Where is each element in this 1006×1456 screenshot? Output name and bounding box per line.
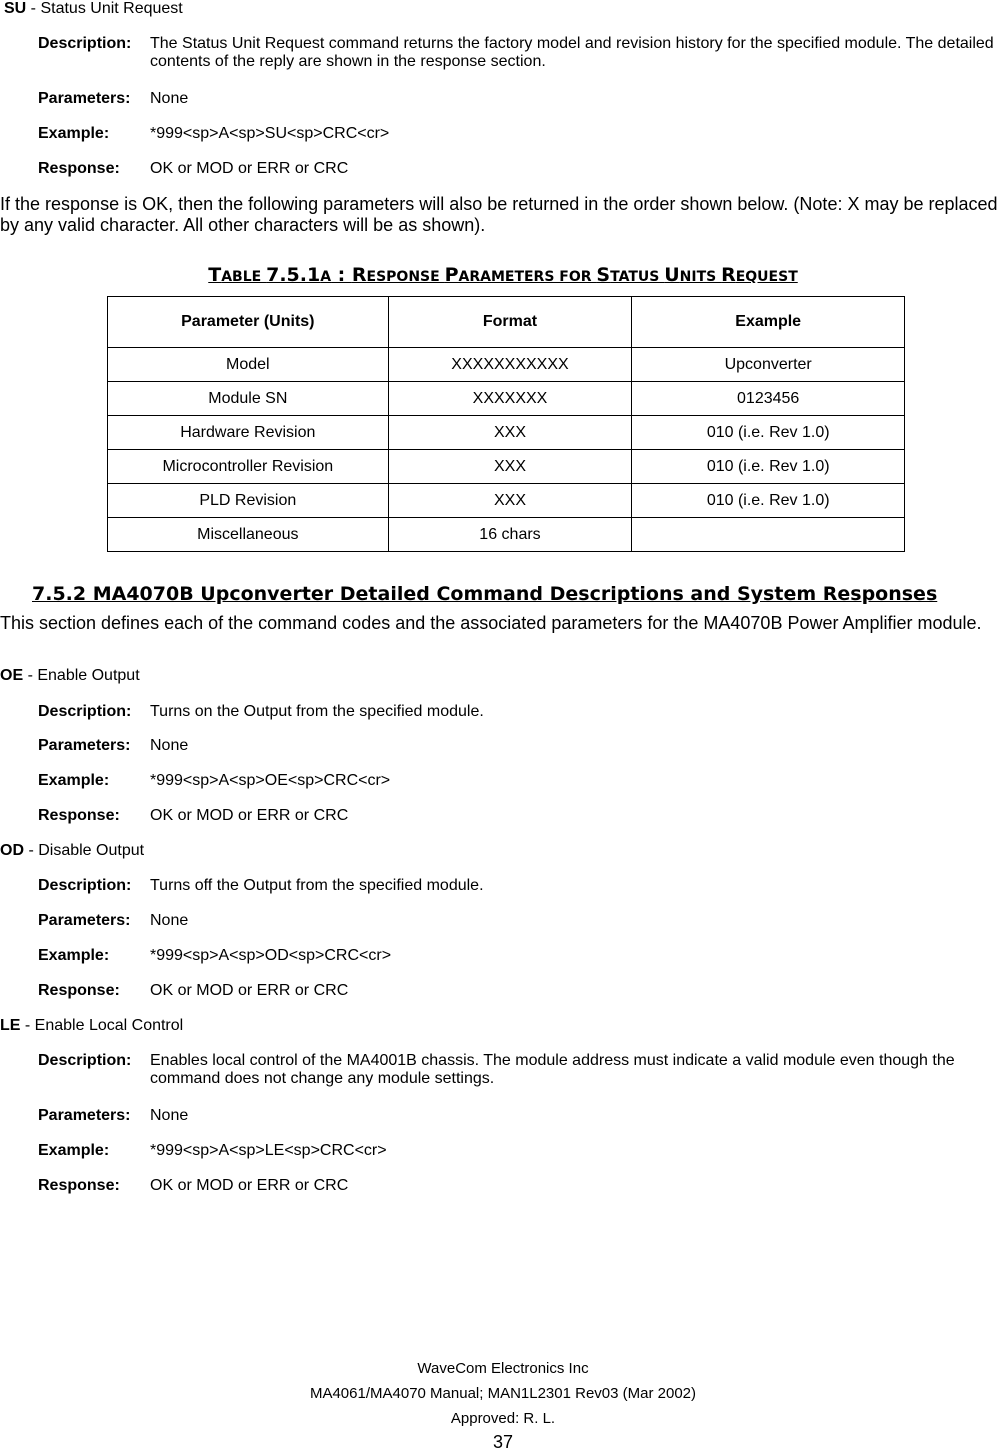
caption-part: R: [351, 264, 367, 286]
table-row: [108, 518, 905, 552]
le-description-text: Enables local control of the MA4001B chassis. The module address must indicate a valid module even though the command does not change any module settings.: [150, 1052, 955, 1087]
su-example-text: *999<sp>A<sp>SU<sp>CRC<cr>: [150, 125, 390, 142]
od-parameters-label: Parameters:: [38, 912, 131, 929]
su-code: SU: [4, 0, 27, 17]
od-command-title: [0, 842, 144, 860]
caption-part: S: [596, 264, 611, 286]
table-cell: 010 (i.e. Rev 1.0): [632, 450, 905, 484]
su-description-text: The Status Unit Request command returns the factory model and revision history for the specified module. The detailed contents of the reply are shown in the response section.: [150, 35, 994, 70]
caption-part: ARAMETERS FOR: [458, 269, 597, 285]
table-cell: Model: [108, 348, 389, 382]
table-cell: PLD Revision: [108, 484, 389, 518]
table-row: [108, 484, 905, 518]
le-command-title: [0, 1017, 183, 1035]
od-example-text: *999<sp>A<sp>OD<sp>CRC<cr>: [150, 947, 392, 964]
oe-parameters-text: None: [150, 737, 189, 754]
table-header: Format: [388, 297, 632, 348]
section-intro: This section defines each of the command codes and the associated parameters for the MA4070B Power Amplifier module.: [0, 613, 982, 633]
table-cell: Microcontroller Revision: [108, 450, 389, 484]
table-header: Example: [632, 297, 905, 348]
od-response-text: OK or MOD or ERR or CRC: [150, 982, 349, 999]
su-response-label: Response:: [38, 160, 120, 177]
oe-name: - Enable Output: [23, 667, 140, 684]
response-parameters-table: [107, 296, 905, 552]
table-cell: XXX: [388, 416, 632, 450]
caption-part: A: [320, 269, 332, 285]
table-header-row: [108, 297, 905, 348]
table-row: [108, 348, 905, 382]
su-example-label: Example:: [38, 125, 110, 142]
le-name: - Enable Local Control: [20, 1017, 184, 1034]
le-parameters-text: None: [150, 1107, 189, 1124]
table-row: [108, 416, 905, 450]
caption-part: 7.5.1: [266, 264, 321, 286]
od-description-text: Turns off the Output from the specified module.: [150, 877, 484, 894]
le-description-label: Description:: [38, 1052, 132, 1069]
le-example-text: *999<sp>A<sp>LE<sp>CRC<cr>: [150, 1142, 387, 1159]
table-row: [108, 450, 905, 484]
section-heading: 7.5.2 MA4070B Upconverter Detailed Command Descriptions and System Responses: [32, 583, 938, 605]
oe-parameters-label: Parameters:: [38, 737, 131, 754]
caption-part: NITS: [679, 269, 722, 285]
oe-command-title: [0, 667, 140, 685]
su-name: - Status Unit Request: [26, 0, 183, 17]
oe-description-label: Description:: [38, 703, 132, 720]
table-cell: Miscellaneous: [108, 518, 389, 552]
le-example-label: Example:: [38, 1142, 110, 1159]
od-response-label: Response:: [38, 982, 120, 999]
oe-response-text: OK or MOD or ERR or CRC: [150, 807, 349, 824]
le-response-text: OK or MOD or ERR or CRC: [150, 1177, 349, 1194]
caption-part: P: [444, 264, 459, 286]
caption-part: EQUEST: [735, 269, 798, 285]
su-command-title: [4, 0, 183, 18]
su-parameters-label: Parameters:: [38, 90, 131, 107]
caption-part: ESPONSE: [366, 269, 445, 285]
table-cell: 0123456: [632, 382, 905, 416]
oe-code: OE: [0, 667, 24, 684]
le-parameters-label: Parameters:: [38, 1107, 131, 1124]
table-cell: [632, 518, 905, 552]
footer-company: WaveCom Electronics Inc: [417, 1360, 589, 1377]
table-cell: Upconverter: [632, 348, 905, 382]
su-description-label: Description:: [38, 35, 132, 52]
table-cell: XXXXXXXXXXX: [388, 348, 632, 382]
su-response-text: OK or MOD or ERR or CRC: [150, 160, 349, 177]
caption-part: T: [208, 264, 222, 286]
table-caption: [0, 264, 1006, 286]
page-number: 37: [492, 1432, 514, 1452]
od-example-label: Example:: [38, 947, 110, 964]
table-cell: 010 (i.e. Rev 1.0): [632, 416, 905, 450]
footer-approved: Approved: R. L.: [450, 1410, 556, 1427]
table-header: Parameter (Units): [108, 297, 389, 348]
table-cell: Module SN: [108, 382, 389, 416]
caption-part: U: [664, 264, 680, 286]
table-cell: Hardware Revision: [108, 416, 389, 450]
oe-description-text: Turns on the Output from the specified module.: [150, 703, 484, 720]
table-cell: XXXXXXX: [388, 382, 632, 416]
table-row: [108, 382, 905, 416]
table-cell: 16 chars: [388, 518, 632, 552]
oe-example-text: *999<sp>A<sp>OE<sp>CRC<cr>: [150, 772, 391, 789]
le-response-label: Response:: [38, 1177, 120, 1194]
footer-manual: MA4061/MA4070 Manual; MAN1L2301 Rev03 (Mar 2002): [309, 1385, 697, 1402]
oe-response-label: Response:: [38, 807, 120, 824]
table-cell: 010 (i.e. Rev 1.0): [632, 484, 905, 518]
oe-example-label: Example:: [38, 772, 110, 789]
ok-note: If the response is OK, then the following parameters will also be returned in the order shown below. (Note: X may be replaced by any valid character. All other characters will be as shown).: [0, 194, 998, 235]
le-code: LE: [0, 1017, 21, 1034]
table-cell: XXX: [388, 450, 632, 484]
od-parameters-text: None: [150, 912, 189, 929]
table-cell: XXX: [388, 484, 632, 518]
od-code: OD: [0, 842, 24, 859]
caption-part: ABLE: [221, 269, 267, 285]
su-parameters-text: None: [150, 90, 189, 107]
caption-part: :: [331, 264, 352, 286]
od-description-label: Description:: [38, 877, 132, 894]
caption-part: R: [721, 264, 736, 286]
caption-part: TATUS: [610, 269, 665, 285]
od-name: - Disable Output: [24, 842, 145, 859]
